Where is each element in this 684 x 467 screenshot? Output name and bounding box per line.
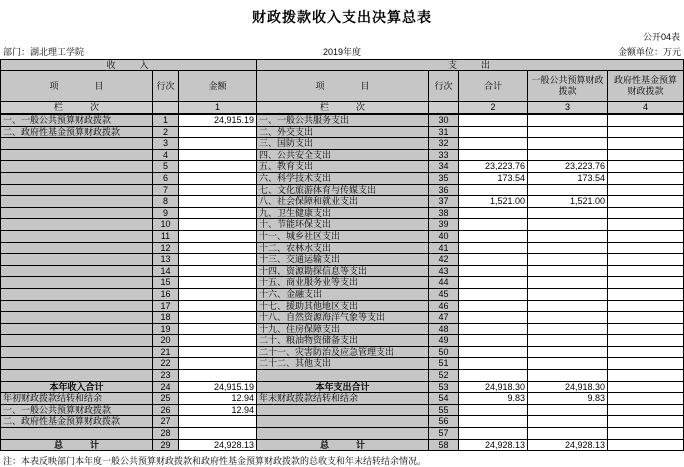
table-row [1,265,684,277]
expense-general-cell [528,230,608,242]
income-line-cell: 1 [153,114,179,126]
income-amount-cell [179,161,257,173]
expense-total-cell [459,265,528,277]
expense-fund-cell [608,300,684,312]
income-amount-cell [179,416,257,428]
expense-line-cell: 39 [429,219,459,231]
expense-item-cell: 十二、农林水支出 [257,242,429,254]
income-line-cell: 16 [153,288,179,300]
income-line-cell: 3 [153,138,179,150]
expense-line-cell: 42 [429,254,459,266]
expense-line-cell: 58 [429,439,459,451]
general-budget-header: 一般公共预算财政拨款 [528,71,608,102]
income-line-cell: 15 [153,277,179,289]
expense-fund-cell [608,439,684,451]
table-row [1,381,684,393]
income-item-cell [1,335,153,347]
expense-general-cell [528,370,608,382]
expense-fund-cell [608,207,684,219]
income-amount-cell [179,265,257,277]
expense-total-cell [459,114,528,126]
income-line-cell: 19 [153,323,179,335]
income-line-cell: 5 [153,161,179,173]
income-item-cell [1,428,153,440]
expense-general-cell [528,277,608,289]
income-column-label: 栏 次 [1,102,153,115]
table-row [1,114,684,126]
table-row [1,277,684,289]
expense-item-cell: 二、外交支出 [257,126,429,138]
expense-item-cell: 七、文化旅游体育与传媒支出 [257,184,429,196]
table-row [1,196,684,208]
expense-item-cell: 二十二、其他支出 [257,358,429,370]
expense-item-cell: 年末财政拨款结转和结余 [257,393,429,405]
expense-item-cell: 十九、住房保障支出 [257,323,429,335]
income-line-cell: 27 [153,416,179,428]
income-line-cell: 25 [153,393,179,405]
expense-line-cell: 49 [429,335,459,347]
expense-general-cell: 1,521.00 [528,196,608,208]
expense-general-cell: 23,223.76 [528,161,608,173]
table-row [1,161,684,173]
income-amount-cell [179,370,257,382]
expense-line-cell: 57 [429,428,459,440]
expense-item-cell: 三、国防支出 [257,138,429,150]
table-row [1,428,684,440]
income-item-cell [1,184,153,196]
income-item-cell: 一、一般公共预算财政拨款 [1,114,153,126]
income-item-cell: 本年收入合计 [1,381,153,393]
income-item-cell [1,346,153,358]
expense-general-cell [528,207,608,219]
expense-general-cell [528,416,608,428]
income-amount-cell [179,277,257,289]
table-row [1,138,684,150]
expense-line-cell: 51 [429,358,459,370]
expense-fund-cell [608,416,684,428]
expense-total-cell [459,370,528,382]
expense-line-cell: 32 [429,138,459,150]
income-item-cell [1,300,153,312]
table-row [1,370,684,382]
expense-total-cell: 173.54 [459,172,528,184]
income-amount-cell [179,323,257,335]
expense-line-cell: 43 [429,265,459,277]
footnote: 注：本表反映部门本年度一般公共预算财政拨款和政府性基金预算财政拨款的总收支和年末结转结余情况。 [3,456,427,467]
expense-item-cell: 十四、资源勘探信息等支出 [257,265,429,277]
expense-general-cell [528,242,608,254]
expense-total-cell: 23,223.76 [459,161,528,173]
expense-general-cell: 9.83 [528,393,608,405]
expense-general-cell [528,114,608,126]
expense-general-cell [528,323,608,335]
expense-item-cell: 十五、商业服务业等支出 [257,277,429,289]
expense-line-cell: 30 [429,114,459,126]
income-item-cell [1,149,153,161]
expense-line-cell: 54 [429,393,459,405]
table-row [1,335,684,347]
expense-general-cell: 173.54 [528,172,608,184]
expense-line-cell: 48 [429,323,459,335]
expense-total-cell [459,149,528,161]
expense-general-cell [528,254,608,266]
income-amount-cell [179,335,257,347]
income-amount-cell [179,219,257,231]
page-title: 财政拨款收入支出决算总表 [252,9,432,25]
expense-fund-cell [608,265,684,277]
table-row [1,323,684,335]
expense-general-cell [528,335,608,347]
expense-line-cell: 56 [429,416,459,428]
expense-general-cell [528,288,608,300]
expense-total-cell: 24,928.13 [459,439,528,451]
expense-total-cell [459,404,528,416]
table-row [1,172,684,184]
expense-general-cell [528,404,608,416]
column-number-1: 1 [179,102,257,115]
income-amount-cell [179,300,257,312]
income-line-cell: 26 [153,404,179,416]
expense-item-cell [257,428,429,440]
blank-cell [429,102,459,115]
expense-fund-cell [608,404,684,416]
income-amount-cell [179,184,257,196]
expense-line-cell: 34 [429,161,459,173]
expense-line-cell: 41 [429,242,459,254]
expense-fund-cell [608,277,684,289]
expense-line-cell: 37 [429,196,459,208]
table-row [1,254,684,266]
income-line-cell: 4 [153,149,179,161]
expense-general-cell [528,346,608,358]
table-row [1,288,684,300]
expense-total-cell [459,126,528,138]
table-code: 公开04表 [642,32,680,42]
table-row [1,393,684,405]
expense-item-cell: 二十、粮油物资储备支出 [257,335,429,347]
income-item-cell [1,265,153,277]
income-item-cell [1,358,153,370]
expense-fund-cell [608,242,684,254]
income-line-cell: 28 [153,428,179,440]
expense-fund-cell [608,161,684,173]
income-amount-cell [179,428,257,440]
income-line-cell: 13 [153,254,179,266]
expense-line-header: 行次 [429,71,459,102]
income-amount-cell: 12.94 [179,404,257,416]
income-item-cell: 年初财政拨款结转和结余 [1,393,153,405]
expense-item-cell: 十一、城乡社区支出 [257,230,429,242]
expense-total-cell [459,428,528,440]
expense-general-cell [528,149,608,161]
expense-general-cell: 24,928.13 [528,439,608,451]
blank-cell [153,102,179,115]
expense-total-cell [459,254,528,266]
income-item-cell [1,196,153,208]
income-item-cell: 二、政府性基金预算财政拨款 [1,126,153,138]
expense-fund-cell [608,138,684,150]
expense-fund-cell [608,219,684,231]
table-row [1,207,684,219]
income-section-header: 收 入 [1,60,257,71]
table-row [1,126,684,138]
expense-total-cell [459,277,528,289]
expense-item-cell: 九、卫生健康支出 [257,207,429,219]
income-item-cell [1,254,153,266]
expense-total-cell: 9.83 [459,393,528,405]
expense-fund-cell [608,288,684,300]
expense-item-cell: 八、社会保障和就业支出 [257,196,429,208]
expense-total-cell [459,346,528,358]
expense-line-cell: 36 [429,184,459,196]
income-line-cell: 7 [153,184,179,196]
income-line-cell: 22 [153,358,179,370]
expense-item-cell [257,416,429,428]
income-amount-cell [179,288,257,300]
expense-line-cell: 35 [429,172,459,184]
expense-line-cell: 33 [429,149,459,161]
table-row [1,230,684,242]
expense-line-cell: 40 [429,230,459,242]
expenditure-section-header: 支 出 [257,60,684,71]
expense-fund-cell [608,230,684,242]
final-accounts-table [0,59,684,451]
income-amount-cell [179,207,257,219]
income-amount-cell [179,254,257,266]
income-line-cell: 24 [153,381,179,393]
income-item-cell [1,323,153,335]
income-item-header: 项 目 [1,71,153,102]
income-amount-cell [179,149,257,161]
income-line-cell: 12 [153,242,179,254]
income-line-cell: 21 [153,346,179,358]
income-amount-cell [179,346,257,358]
income-item-cell [1,138,153,150]
income-amount-cell [179,312,257,324]
expense-general-cell [528,300,608,312]
table-row [1,149,684,161]
table-row [1,300,684,312]
expense-fund-cell [608,335,684,347]
table-row [1,416,684,428]
income-amount-cell: 24,915.19 [179,114,257,126]
expense-item-cell [257,370,429,382]
income-line-cell: 8 [153,196,179,208]
income-line-cell: 23 [153,370,179,382]
income-amount-cell [179,230,257,242]
income-item-cell [1,312,153,324]
expense-line-cell: 53 [429,381,459,393]
expense-item-cell: 十八、自然资源海洋气象等支出 [257,312,429,324]
section-band-row [1,60,684,71]
income-amount-cell: 24,915.19 [179,381,257,393]
income-amount-cell [179,196,257,208]
column-number-4: 4 [608,102,684,115]
expense-item-cell: 十七、援助其他地区支出 [257,300,429,312]
expense-line-cell: 46 [429,300,459,312]
income-item-cell [1,219,153,231]
income-line-cell: 6 [153,172,179,184]
expense-item-cell: 十、节能环保支出 [257,219,429,231]
expense-total-cell [459,358,528,370]
income-line-cell: 11 [153,230,179,242]
column-number-row [1,102,684,115]
expense-fund-cell [608,149,684,161]
expense-item-cell [257,404,429,416]
table-row [1,439,684,451]
department-label: 部门：湖北理工学院 [3,47,85,57]
expense-fund-cell [608,428,684,440]
income-line-cell: 2 [153,126,179,138]
expense-line-cell: 52 [429,370,459,382]
expense-line-cell: 44 [429,277,459,289]
income-item-cell [1,277,153,289]
income-line-cell: 9 [153,207,179,219]
expense-general-cell [528,184,608,196]
table-row [1,346,684,358]
table-row [1,184,684,196]
income-item-cell: 一、一般公共预算财政拨款 [1,404,153,416]
expense-item-header: 项 目 [257,71,429,102]
income-amount-header: 金额 [179,71,257,102]
expense-fund-cell [608,114,684,126]
expense-column-label: 栏 次 [257,102,429,115]
table-row [1,358,684,370]
income-item-cell [1,370,153,382]
income-amount-cell [179,172,257,184]
income-line-cell: 29 [153,439,179,451]
expense-general-cell [528,126,608,138]
expense-general-cell: 24,918.30 [528,381,608,393]
expense-total-cell: 24,918.30 [459,381,528,393]
expense-fund-cell [608,370,684,382]
table-row [1,219,684,231]
income-amount-cell: 12.94 [179,393,257,405]
income-line-cell: 10 [153,219,179,231]
expense-total-cell [459,219,528,231]
expense-total-cell [459,335,528,347]
expense-total-cell [459,323,528,335]
expense-total-header: 合计 [459,71,528,102]
expense-total-cell [459,138,528,150]
govt-fund-header: 政府性基金预算财政拨款 [608,71,684,102]
expense-general-cell [528,428,608,440]
expense-item-cell: 本年支出合计 [257,381,429,393]
unit-label: 金额单位：万元 [617,47,681,57]
expense-general-cell [528,358,608,370]
income-amount-cell: 24,928.13 [179,439,257,451]
expense-total-cell [459,207,528,219]
income-item-cell [1,230,153,242]
income-item-cell [1,161,153,173]
expense-total-cell [459,416,528,428]
expense-fund-cell [608,346,684,358]
column-number-2: 2 [459,102,528,115]
expense-line-cell: 31 [429,126,459,138]
expense-general-cell [528,265,608,277]
expense-item-cell: 十六、金融支出 [257,288,429,300]
income-item-cell: 总 计 [1,439,153,451]
income-item-cell: 二、政府性基金预算财政拨款 [1,416,153,428]
expense-total-cell [459,288,528,300]
expense-fund-cell [608,254,684,266]
expense-total-cell: 1,521.00 [459,196,528,208]
expense-total-cell [459,242,528,254]
expense-line-cell: 55 [429,404,459,416]
expense-line-cell: 47 [429,312,459,324]
expense-item-cell: 四、公共安全支出 [257,149,429,161]
expense-total-cell [459,230,528,242]
expense-line-cell: 50 [429,346,459,358]
income-line-cell: 20 [153,335,179,347]
expense-line-cell: 45 [429,288,459,300]
income-line-header: 行次 [153,71,179,102]
table-row [1,404,684,416]
expense-fund-cell [608,172,684,184]
income-line-cell: 14 [153,265,179,277]
expense-item-cell: 二十一、灾害防治及应急管理支出 [257,346,429,358]
income-item-cell [1,207,153,219]
income-item-cell [1,242,153,254]
expense-fund-cell [608,393,684,405]
income-line-cell: 17 [153,300,179,312]
expense-line-cell: 38 [429,207,459,219]
income-item-cell [1,172,153,184]
income-amount-cell [179,126,257,138]
income-item-cell [1,288,153,300]
income-line-cell: 18 [153,312,179,324]
expense-item-cell: 六、科学技术支出 [257,172,429,184]
column-header-row [1,71,684,102]
expense-fund-cell [608,312,684,324]
expense-fund-cell [608,196,684,208]
income-amount-cell [179,358,257,370]
table-row [1,312,684,324]
expense-item-cell: 十三、交通运输支出 [257,254,429,266]
expense-total-cell [459,184,528,196]
expense-item-cell: 一、一般公共服务支出 [257,114,429,126]
income-amount-cell [179,138,257,150]
expense-item-cell: 总 计 [257,439,429,451]
expense-fund-cell [608,126,684,138]
expense-total-cell [459,300,528,312]
expense-general-cell [528,138,608,150]
table-row [1,242,684,254]
fiscal-year-label: 2019年度 [322,47,362,57]
column-number-3: 3 [528,102,608,115]
expense-fund-cell [608,184,684,196]
expense-general-cell [528,312,608,324]
income-amount-cell [179,242,257,254]
expense-general-cell [528,219,608,231]
expense-fund-cell [608,381,684,393]
table-meta-row [0,45,684,58]
expense-fund-cell [608,358,684,370]
expense-fund-cell [608,323,684,335]
expense-total-cell [459,312,528,324]
expense-item-cell: 五、教育支出 [257,161,429,173]
